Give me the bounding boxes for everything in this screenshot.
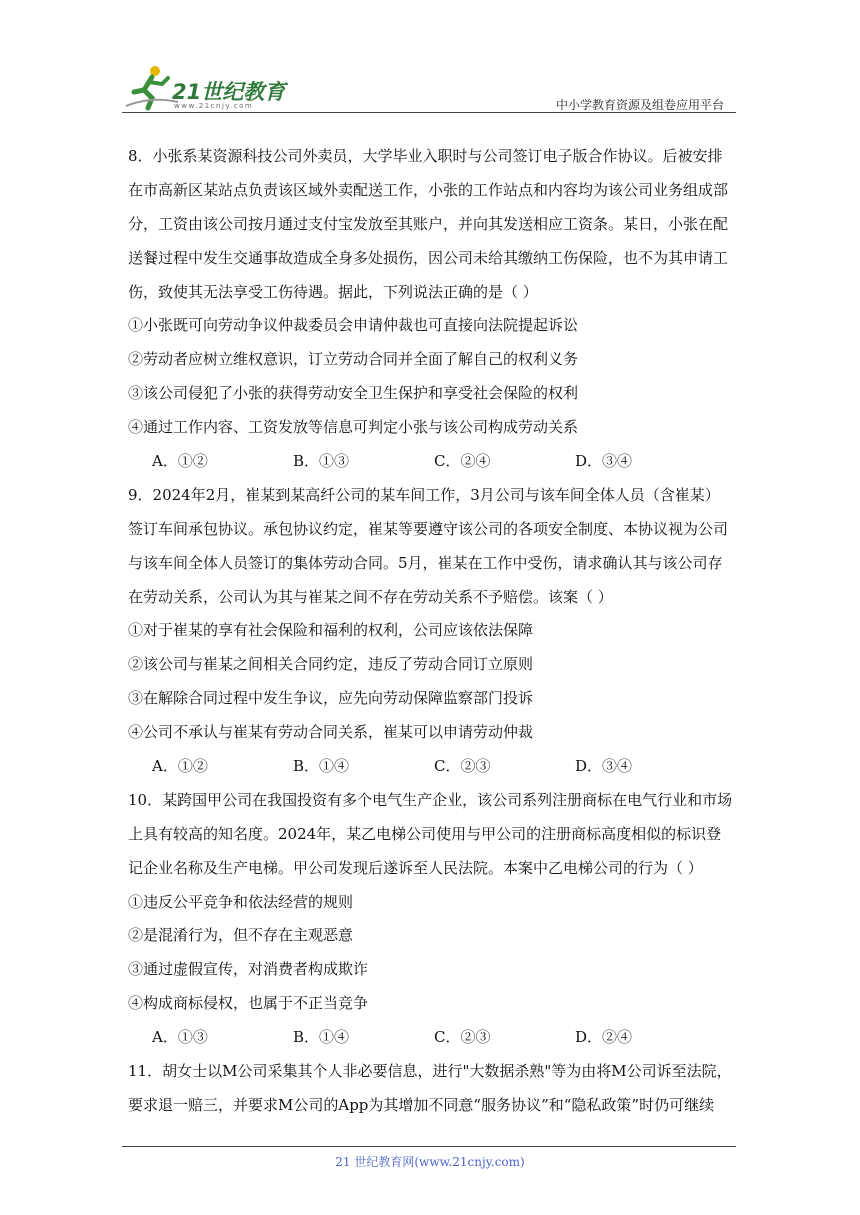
answer-option[interactable]: D．③④ — [575, 452, 633, 471]
question-stem-line: 8．小张系某资源科技公司外卖员，大学毕业入职时与公司签订电子版合作协议。后被安排 — [128, 147, 723, 165]
question-stem-line: 10．某跨国甲公司在我国投资有多个电气生产企业，该公司系列注册商标在电气行业和市场 — [128, 790, 733, 809]
footer-link[interactable]: 21 世纪教育网(www.21cnjy.com) — [335, 1155, 525, 1169]
question-stem-line: 上具有较高的知名度。2024年，某乙电梯公司使用与甲公司的注册商标高度相似的标识登 — [128, 824, 722, 843]
answer-option[interactable]: A．①② — [152, 757, 208, 776]
statement-item: ②劳动者应树立维权意识，订立劳动合同并全面了解自己的权利义务 — [128, 350, 579, 369]
answer-option[interactable]: B．①③ — [293, 452, 350, 471]
logo-url: www.21cnjy.com — [174, 102, 254, 110]
logo-wordmark: 21世纪教育 — [172, 80, 286, 104]
question-stem-line: 送餐过程中发生交通事故造成全身多处损伤，因公司未给其缴纳工伤保险，也不为其申请工 — [128, 248, 729, 267]
answer-option[interactable]: A．①③ — [152, 1028, 208, 1047]
header-divider — [122, 112, 736, 113]
statement-item: ③该公司侵犯了小张的获得劳动安全卫生保护和享受社会保险的权利 — [128, 384, 579, 403]
statement-item: ④通过工作内容、工资发放等信息可判定小张与该公司构成劳动关系 — [128, 418, 579, 437]
answer-option[interactable]: C．②③ — [434, 1028, 491, 1047]
answer-option[interactable]: C．②③ — [434, 757, 491, 776]
footer-divider — [122, 1146, 736, 1147]
answer-options — [128, 1021, 748, 1055]
question-stem-line: 签订车间承包协议。承包协议约定，崔某等要遵守该公司的各项安全制度、本协议视为公司 — [128, 519, 729, 538]
site-logo[interactable] — [122, 62, 292, 114]
question-stem-line: 在劳动关系，公司认为其与崔某之间不存在劳动关系不予赔偿。该案（ ） — [128, 587, 613, 606]
statement-item: ①违反公平竞争和依法经营的规则 — [128, 892, 354, 911]
answer-option[interactable]: C．②④ — [434, 452, 491, 471]
question-stem-line: 9．2024年2月，崔某到某高纤公司的某车间工作，3月公司与该车间全体人员（含崔某） — [128, 485, 720, 504]
question-stem-line: 伤，致使其无法享受工伤待遇。据此，下列说法正确的是（ ） — [128, 282, 538, 301]
question-stem-line: 11．胡女士以M公司采集其个人非必要信息，进行"大数据杀熟"等为由将M公司诉至法院， — [128, 1062, 732, 1081]
statement-item: ③通过虚假宣传，对消费者构成欺诈 — [128, 960, 369, 979]
statement-item: ①对于崔某的享有社会保险和福利的权利，公司应该依法保障 — [128, 621, 534, 640]
question-stem-line: 在市高新区某站点负责该区域外卖配送工作，小张的工作站点和内容均为该公司业务组成部 — [128, 180, 729, 199]
page-header — [122, 62, 736, 122]
statement-item: ②该公司与崔某之间相关合同约定，违反了劳动合同订立原则 — [128, 655, 534, 674]
answer-options — [128, 750, 748, 784]
statement-item: ①小张既可向劳动争议仲裁委员会申请仲裁也可直接向法院提起诉讼 — [128, 316, 579, 335]
question-stem-line: 记企业名称及生产电梯。甲公司发现后遂诉至人民法院。本案中乙电梯公司的行为（ ） — [128, 858, 703, 877]
answer-option[interactable]: A．①② — [152, 452, 208, 471]
answer-option[interactable]: B．①④ — [293, 757, 350, 776]
answer-options — [128, 445, 748, 479]
platform-tagline: 中小学教育资源及组卷应用平台 — [555, 98, 724, 112]
answer-option[interactable]: B．①④ — [293, 1028, 350, 1047]
question-block — [128, 784, 748, 1055]
question-list — [128, 140, 748, 1123]
question-stem-line: 要求退一赔三，并要求M公司的App为其增加不同意“服务协议”和“隐私政策”时仍可继续 — [128, 1095, 715, 1114]
question-stem-line: 与该车间全体人员签订的集体劳动合同。5月，崔某在工作中受伤，请求确认其与该公司存 — [128, 553, 723, 572]
statement-item: ③在解除合同过程中发生争议，应先向劳动保障监察部门投诉 — [128, 689, 534, 708]
statement-item: ④公司不承认与崔某有劳动合同关系，崔某可以申请劳动仲裁 — [128, 723, 534, 742]
question-block — [128, 479, 748, 784]
answer-option[interactable]: D．②④ — [575, 1028, 633, 1047]
question-block — [128, 1055, 748, 1123]
statement-item: ②是混淆行为，但不存在主观恶意 — [128, 926, 354, 945]
statement-item: ④构成商标侵权，也属于不正当竞争 — [128, 994, 369, 1013]
question-stem-line: 分，工资由该公司按月通过支付宝发放至其账户，并向其发送相应工资条。某日，小张在配 — [128, 214, 729, 233]
answer-option[interactable]: D．③④ — [575, 757, 633, 776]
question-block — [128, 140, 748, 479]
